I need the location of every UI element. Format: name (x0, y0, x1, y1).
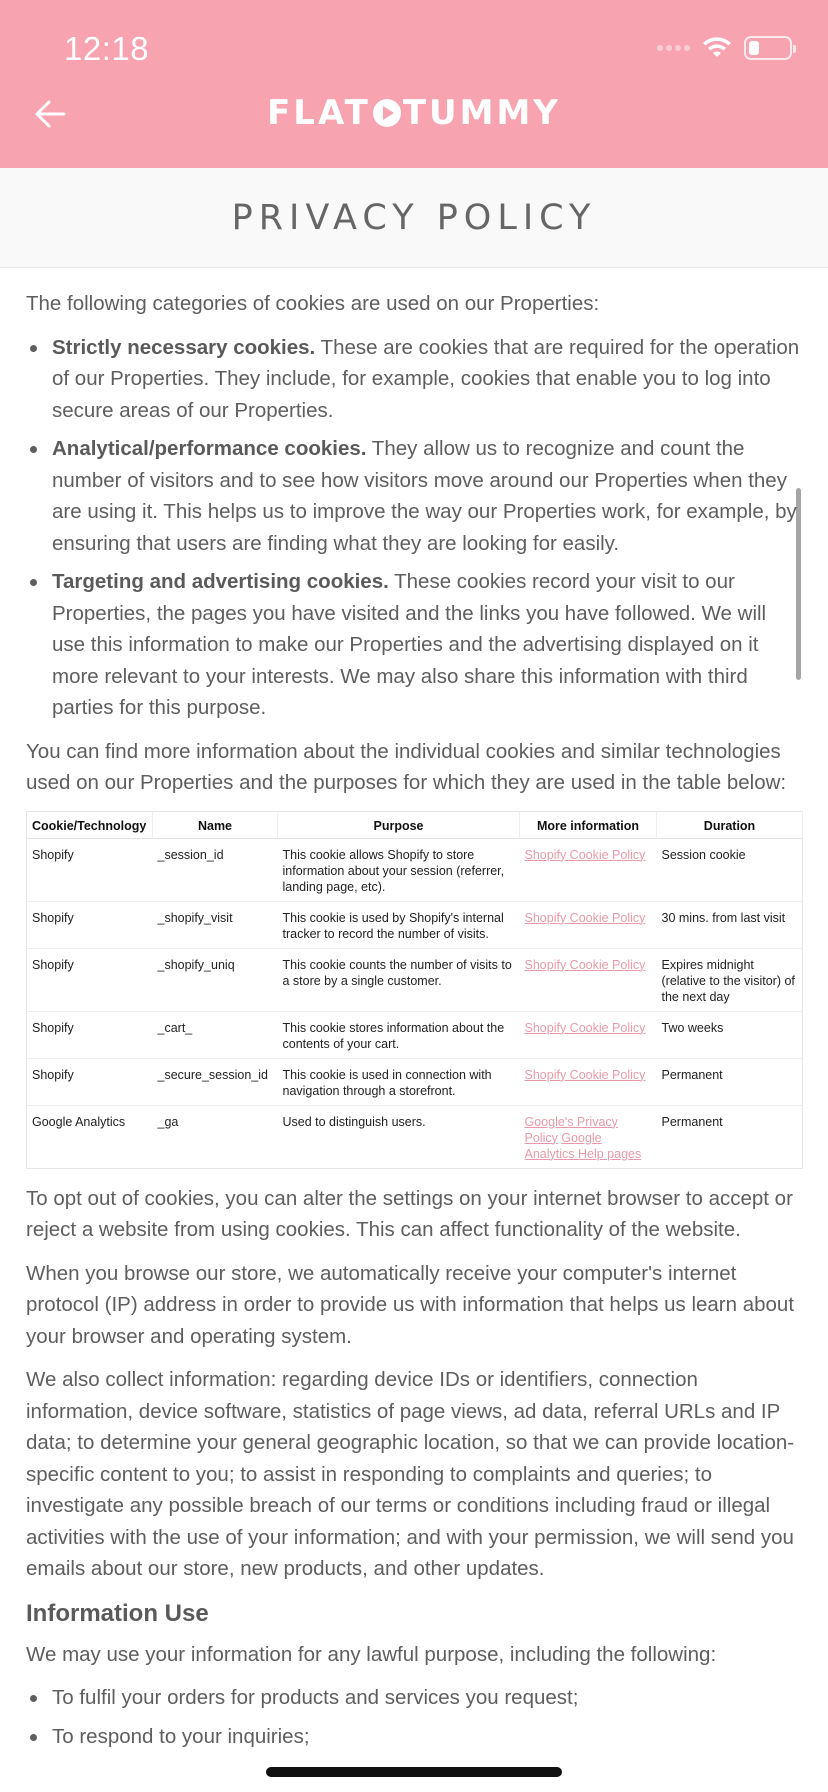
column-header: Purpose (278, 811, 520, 838)
cookies-table (26, 811, 803, 1169)
cell-technology: Shopify (27, 948, 153, 1011)
wifi-icon (702, 36, 732, 60)
status-indicators (657, 36, 792, 60)
play-circle-icon (372, 98, 402, 128)
cell-technology: Shopify (27, 838, 153, 901)
status-time: 12:18 (64, 30, 150, 67)
cell-duration: Two weeks (657, 1011, 803, 1058)
cookie-categories-list (26, 332, 802, 724)
column-header: Duration (657, 811, 803, 838)
scrollbar[interactable] (796, 488, 801, 680)
table-row (27, 1105, 803, 1168)
column-header: Name (153, 811, 278, 838)
cellular-signal-icon (657, 45, 690, 51)
list-item: To fulfil your orders for products and services you request; (26, 1682, 802, 1714)
column-header: Cookie/Technology (27, 811, 153, 838)
cell-name: _session_id (153, 838, 278, 901)
google-analytics-help-link[interactable]: Google Analytics Help pages (524, 1130, 642, 1161)
cell-duration: Permanent (657, 1058, 803, 1105)
category-text: They allow us to recognize and count the number of visitors and to see how visitors move around our Properties when they are using it. This helps us to improve the way our Properties work, for example, by ensuring that users are finding what they are looking for easily. (52, 437, 797, 555)
brand-logo-text-left: FLAT (267, 93, 371, 133)
list-item (26, 433, 802, 559)
shopify-cookie-policy-link[interactable]: Shopify Cookie Policy (524, 910, 646, 925)
cell-purpose: This cookie counts the number of visits to a store by a single customer. (278, 948, 520, 1011)
cell-purpose: This cookie allows Shopify to store information about your session (referrer, landing page, etc). (278, 838, 520, 901)
cell-technology: Shopify (27, 1058, 153, 1105)
table-row (27, 901, 803, 948)
home-indicator[interactable] (266, 1767, 562, 1777)
page-title-bar (0, 168, 828, 268)
category-text: These are cookies that are required for the operation of our Properties. They include, for example, cookies that enable you to log into secure areas of our Properties. (52, 335, 800, 422)
table-intro-paragraph: You can find more information about the individual cookies and similar technologies used on our Properties and the purposes for which they are used in the table below: (26, 739, 787, 794)
cell-duration: Expires midnight (relative to the visitor) of the next day (657, 948, 803, 1011)
cell-purpose: This cookie stores information about the contents of your cart. (278, 1011, 520, 1058)
information-use-heading: Information Use (26, 1599, 209, 1627)
cell-name: _cart_ (153, 1011, 278, 1058)
shopify-cookie-policy-link[interactable]: Shopify Cookie Policy (524, 1020, 646, 1035)
category-text: These cookies record your visit to our Properties, the pages you have visited and the links you have followed. We will use this information to make our Properties and the advertising displayed on it more relevant to your interests. We may also share this information with third parties for this purpose. (52, 570, 767, 719)
cell-more-info (520, 1058, 657, 1105)
cell-more-info (520, 901, 657, 948)
brand-logo[interactable] (0, 93, 828, 133)
cell-name: _shopify_uniq (153, 948, 278, 1011)
cell-technology: Shopify (27, 1011, 153, 1058)
column-header: More information (520, 811, 657, 838)
google-privacy-policy-link[interactable]: Google's Privacy Policy (524, 1114, 618, 1145)
list-item (26, 566, 802, 724)
table-row (27, 1058, 803, 1105)
table-header-row (27, 811, 803, 838)
list-item: To respond to your inquiries; (26, 1721, 802, 1753)
cell-duration: Permanent (657, 1105, 803, 1168)
cell-duration: 30 mins. from last visit (657, 901, 803, 948)
table-row (27, 948, 803, 1011)
information-use-intro: We may use your information for any lawful purpose, including the following: (26, 1642, 717, 1666)
cell-more-info (520, 1105, 657, 1168)
cookies-intro-paragraph: The following categories of cookies are used on our Properties: (26, 292, 600, 315)
collect-info-paragraph: We also collect information: regarding device IDs or identifiers, connection information, device software, statistics of page views, ad data, referral URLs and IP data; to determine your general geographic location, so that we can provide location-specific content to you; to assist in responding to complaints and queries; to investigate any possible breach of our terms or conditions including fraud or illegal activities with the use of your information; and with your permission, we will send you emails about our store, new products, and other updates. (26, 1368, 795, 1580)
cell-purpose: This cookie is used in connection with navigation through a storefront. (278, 1058, 520, 1105)
policy-content (26, 288, 802, 1764)
battery-icon (744, 36, 792, 60)
shopify-cookie-policy-link[interactable]: Shopify Cookie Policy (524, 1067, 646, 1082)
cell-purpose: Used to distinguish users. (278, 1105, 520, 1168)
app-header (0, 0, 828, 168)
shopify-cookie-policy-link[interactable]: Shopify Cookie Policy (524, 957, 646, 972)
cell-more-info (520, 838, 657, 901)
table-row (27, 1011, 803, 1058)
list-item (26, 332, 802, 427)
brand-logo-text-right: TUMMY (402, 93, 561, 133)
category-title: Analytical/performance cookies. (52, 437, 367, 460)
shopify-cookie-policy-link[interactable]: Shopify Cookie Policy (524, 847, 646, 862)
ip-address-paragraph: When you browse our store, we automatically receive your computer's internet protocol (IP) address in order to provide us with information that helps us learn about your browser and operating system. (26, 1261, 795, 1348)
cell-technology: Google Analytics (27, 1105, 153, 1168)
cell-more-info (520, 1011, 657, 1058)
cell-purpose: This cookie is used by Shopify's internal tracker to record the number of visits. (278, 901, 520, 948)
cell-technology: Shopify (27, 901, 153, 948)
category-title: Strictly necessary cookies. (52, 335, 316, 359)
page-title: PRIVACY POLICY (231, 198, 597, 238)
cell-duration: Session cookie (657, 838, 803, 901)
cell-name: _shopify_visit (153, 901, 278, 948)
cell-more-info (520, 948, 657, 1011)
cell-name: _secure_session_id (153, 1058, 278, 1105)
information-use-list (26, 1682, 802, 1752)
cell-name: _ga (153, 1105, 278, 1168)
opt-out-paragraph: To opt out of cookies, you can alter the settings on your internet browser to accept or reject a website from using cookies. This can affect functionality of the website. (26, 1186, 793, 1241)
category-title: Targeting and advertising cookies. (52, 570, 389, 593)
table-row (27, 838, 803, 901)
